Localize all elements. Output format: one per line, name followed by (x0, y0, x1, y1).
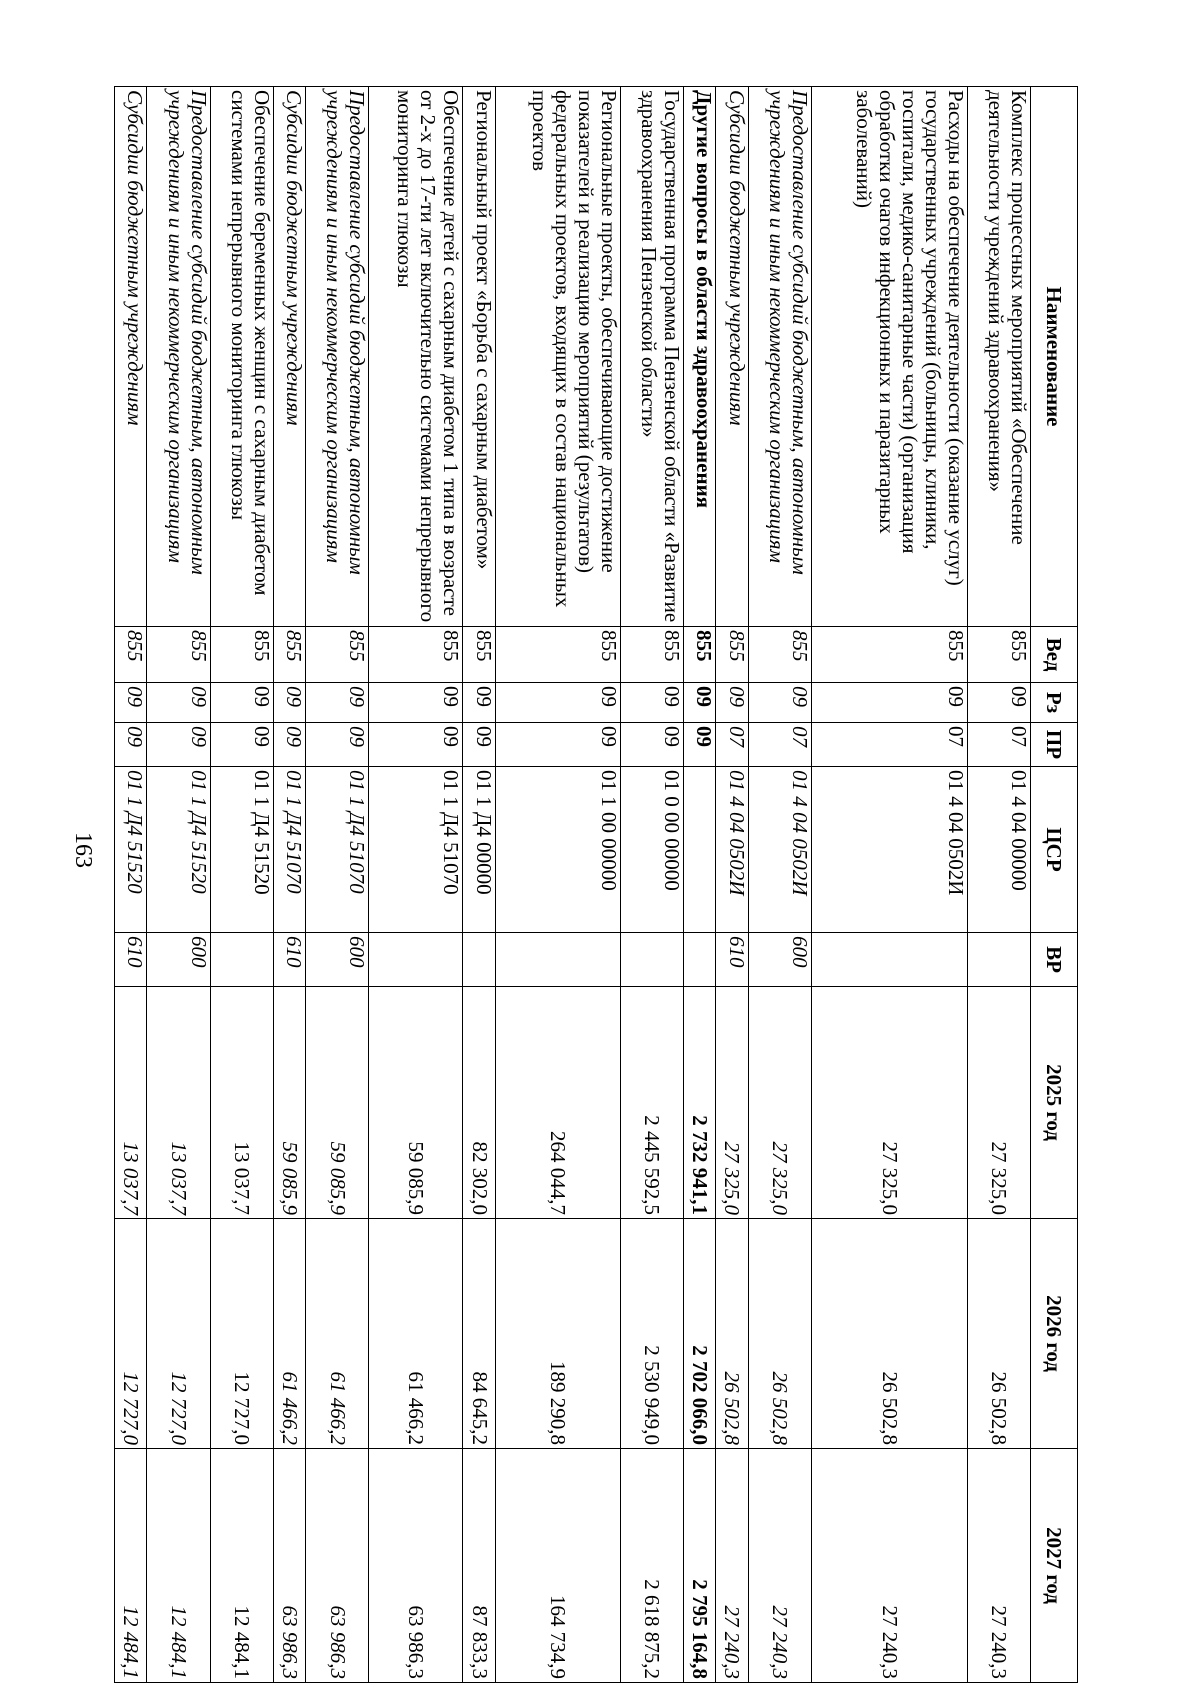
table-row (463, 87, 495, 1683)
cell-ved: 855 (811, 627, 967, 683)
table-row (683, 87, 715, 1683)
cell-2026: 12 727,0 (210, 1219, 273, 1449)
table-row (115, 87, 147, 1683)
cell-2025: 27 325,0 (811, 987, 967, 1219)
cell-2026: 26 502,8 (748, 1219, 811, 1449)
cell-ved: 855 (115, 627, 147, 683)
cell-ved: 855 (147, 627, 210, 683)
cell-2025: 59 085,9 (273, 987, 305, 1219)
cell-name: Предоставление субсидий бюджетным, автономным учреждениям и иным некоммерческим организациям (748, 87, 811, 627)
table-body (115, 87, 1031, 1683)
header-csr: ЦСР (1031, 767, 1078, 933)
table-row (495, 87, 620, 1683)
rotated-budget-table-container (114, 86, 1078, 1682)
cell-ved: 855 (273, 627, 305, 683)
cell-2026: 61 466,2 (306, 1219, 369, 1449)
cell-csr: 01 4 04 0502И (716, 767, 748, 933)
table-row (967, 87, 1030, 1683)
cell-csr: 01 1 Д4 51520 (210, 767, 273, 933)
cell-2025: 59 085,9 (369, 987, 463, 1219)
cell-2026: 84 645,2 (463, 1219, 495, 1449)
cell-csr: 01 4 04 0502И (748, 767, 811, 933)
cell-vr: 610 (115, 933, 147, 987)
cell-pr: 07 (716, 723, 748, 767)
cell-2027: 87 833,3 (463, 1449, 495, 1683)
table-row (716, 87, 748, 1683)
cell-csr: 01 1 Д4 51070 (273, 767, 305, 933)
budget-table (114, 86, 1078, 1683)
header-2025: 2025 год (1031, 987, 1078, 1219)
cell-2025: 27 325,0 (748, 987, 811, 1219)
cell-csr: 01 1 Д4 51070 (306, 767, 369, 933)
table-row (306, 87, 369, 1683)
cell-csr: 01 1 Д4 51520 (147, 767, 210, 933)
table-header-row (1031, 87, 1078, 1683)
cell-pr: 09 (495, 723, 620, 767)
cell-ved: 855 (210, 627, 273, 683)
cell-pr: 09 (683, 723, 715, 767)
cell-rz: 09 (369, 683, 463, 723)
cell-2025: 2 732 941,1 (683, 987, 715, 1219)
cell-vr (967, 933, 1030, 987)
cell-ved: 855 (463, 627, 495, 683)
cell-2027: 12 484,1 (115, 1449, 147, 1683)
cell-rz: 09 (495, 683, 620, 723)
table-row (147, 87, 210, 1683)
cell-pr: 07 (967, 723, 1030, 767)
cell-rz: 09 (683, 683, 715, 723)
cell-rz: 09 (273, 683, 305, 723)
cell-rz: 09 (748, 683, 811, 723)
cell-csr (683, 767, 715, 933)
cell-rz: 09 (811, 683, 967, 723)
cell-2026: 26 502,8 (811, 1219, 967, 1449)
cell-2026: 12 727,0 (115, 1219, 147, 1449)
cell-pr: 09 (369, 723, 463, 767)
cell-ved: 855 (967, 627, 1030, 683)
cell-pr: 09 (620, 723, 683, 767)
cell-name: Предоставление субсидий бюджетным, автономным учреждениям и иным некоммерческим организациям (147, 87, 210, 627)
cell-name: Субсидии бюджетным учреждениям (716, 87, 748, 627)
cell-2025: 2 445 592,5 (620, 987, 683, 1219)
cell-name: Расходы на обеспечение деятельности (оказание услуг) государственных учреждений (больницы, клиники, госпитали, медико-санитарные части) (организация обработки очагов инфекционных и паразитарных заболеваний) (811, 87, 967, 627)
cell-rz: 09 (620, 683, 683, 723)
header-2026: 2026 год (1031, 1219, 1078, 1449)
cell-vr (495, 933, 620, 987)
cell-ved: 855 (620, 627, 683, 683)
cell-csr: 01 1 Д4 51070 (369, 767, 463, 933)
cell-name: Субсидии бюджетным учреждениям (115, 87, 147, 627)
cell-2027: 63 986,3 (306, 1449, 369, 1683)
header-vr: ВР (1031, 933, 1078, 987)
cell-2027: 164 734,9 (495, 1449, 620, 1683)
cell-vr (463, 933, 495, 987)
cell-2026: 61 466,2 (273, 1219, 305, 1449)
cell-csr: 01 4 04 0502И (811, 767, 967, 933)
cell-vr (369, 933, 463, 987)
cell-2025: 13 037,7 (210, 987, 273, 1219)
cell-csr: 01 4 04 00000 (967, 767, 1030, 933)
cell-name: Обеспечение детей с сахарным диабетом 1 типа в возрасте от 2-х до 17-ти лет включительно системами непрерывного мониторинга глюкозы (369, 87, 463, 627)
cell-rz: 09 (716, 683, 748, 723)
cell-name: Предоставление субсидий бюджетным, автономным учреждениям и иным некоммерческим организациям (306, 87, 369, 627)
cell-pr: 09 (463, 723, 495, 767)
cell-2027: 2 795 164,8 (683, 1449, 715, 1683)
cell-pr: 07 (811, 723, 967, 767)
cell-name: Обеспечение беременных женщин с сахарным диабетом системами непрерывного мониторинга глюкозы (210, 87, 273, 627)
cell-pr: 09 (306, 723, 369, 767)
cell-csr: 01 1 Д4 00000 (463, 767, 495, 933)
cell-name: Региональный проект «Борьба с сахарным диабетом» (463, 87, 495, 627)
cell-2026: 12 727,0 (147, 1219, 210, 1449)
cell-ved: 855 (683, 627, 715, 683)
cell-vr (683, 933, 715, 987)
cell-csr: 01 1 00 00000 (495, 767, 620, 933)
cell-ved: 855 (495, 627, 620, 683)
cell-2026: 26 502,8 (967, 1219, 1030, 1449)
cell-name: Субсидии бюджетным учреждениям (273, 87, 305, 627)
cell-2026: 61 466,2 (369, 1219, 463, 1449)
cell-2026: 2 702 066,0 (683, 1219, 715, 1449)
cell-2027: 63 986,3 (273, 1449, 305, 1683)
cell-pr: 09 (147, 723, 210, 767)
cell-vr (811, 933, 967, 987)
cell-2027: 63 986,3 (369, 1449, 463, 1683)
cell-vr: 600 (748, 933, 811, 987)
cell-2027: 2 618 875,2 (620, 1449, 683, 1683)
table-row (273, 87, 305, 1683)
cell-2025: 13 037,7 (115, 987, 147, 1219)
cell-rz: 09 (147, 683, 210, 723)
cell-rz: 09 (463, 683, 495, 723)
cell-2027: 27 240,3 (967, 1449, 1030, 1683)
cell-2025: 264 044,7 (495, 987, 620, 1219)
cell-ved: 855 (716, 627, 748, 683)
cell-pr: 09 (273, 723, 305, 767)
cell-csr: 01 0 00 00000 (620, 767, 683, 933)
cell-vr: 610 (273, 933, 305, 987)
cell-2025: 27 325,0 (716, 987, 748, 1219)
cell-2026: 189 290,8 (495, 1219, 620, 1449)
cell-2027: 12 484,1 (147, 1449, 210, 1683)
cell-2025: 82 302,0 (463, 987, 495, 1219)
table-row (620, 87, 683, 1683)
cell-name: Государственная программа Пензенской области «Развитие здравоохранения Пензенской области» (620, 87, 683, 627)
table-row (369, 87, 463, 1683)
page-number: 163 (70, 832, 96, 868)
cell-name: Комплекс процессных мероприятий «Обеспечение деятельности учреждений здравоохранения» (967, 87, 1030, 627)
cell-pr: 07 (748, 723, 811, 767)
cell-pr: 09 (210, 723, 273, 767)
cell-2027: 27 240,3 (716, 1449, 748, 1683)
cell-2026: 2 530 949,0 (620, 1219, 683, 1449)
cell-2027: 12 484,1 (210, 1449, 273, 1683)
table-row (811, 87, 967, 1683)
table-row (748, 87, 811, 1683)
cell-ved: 855 (748, 627, 811, 683)
cell-vr: 600 (306, 933, 369, 987)
header-pr: ПР (1031, 723, 1078, 767)
cell-name: Другие вопросы в области здравоохранения (683, 87, 715, 627)
cell-vr (210, 933, 273, 987)
cell-2025: 13 037,7 (147, 987, 210, 1219)
cell-2025: 27 325,0 (967, 987, 1030, 1219)
cell-rz: 09 (967, 683, 1030, 723)
header-ved: Вед (1031, 627, 1078, 683)
cell-2027: 27 240,3 (748, 1449, 811, 1683)
cell-2026: 26 502,8 (716, 1219, 748, 1449)
table-row (210, 87, 273, 1683)
cell-vr: 600 (147, 933, 210, 987)
cell-2025: 59 085,9 (306, 987, 369, 1219)
cell-2027: 27 240,3 (811, 1449, 967, 1683)
cell-rz: 09 (210, 683, 273, 723)
cell-pr: 09 (115, 723, 147, 767)
header-name: Наименование (1031, 87, 1078, 627)
cell-ved: 855 (369, 627, 463, 683)
cell-vr: 610 (716, 933, 748, 987)
cell-rz: 09 (306, 683, 369, 723)
header-2027: 2027 год (1031, 1449, 1078, 1683)
cell-ved: 855 (306, 627, 369, 683)
cell-name: Региональные проекты, обеспечивающие достижение показателей и реализацию мероприятий (результатов) федеральных проектов, входящих в состав национальных проектов (495, 87, 620, 627)
cell-rz: 09 (115, 683, 147, 723)
cell-csr: 01 1 Д4 51520 (115, 767, 147, 933)
cell-vr (620, 933, 683, 987)
header-rz: Рз (1031, 683, 1078, 723)
